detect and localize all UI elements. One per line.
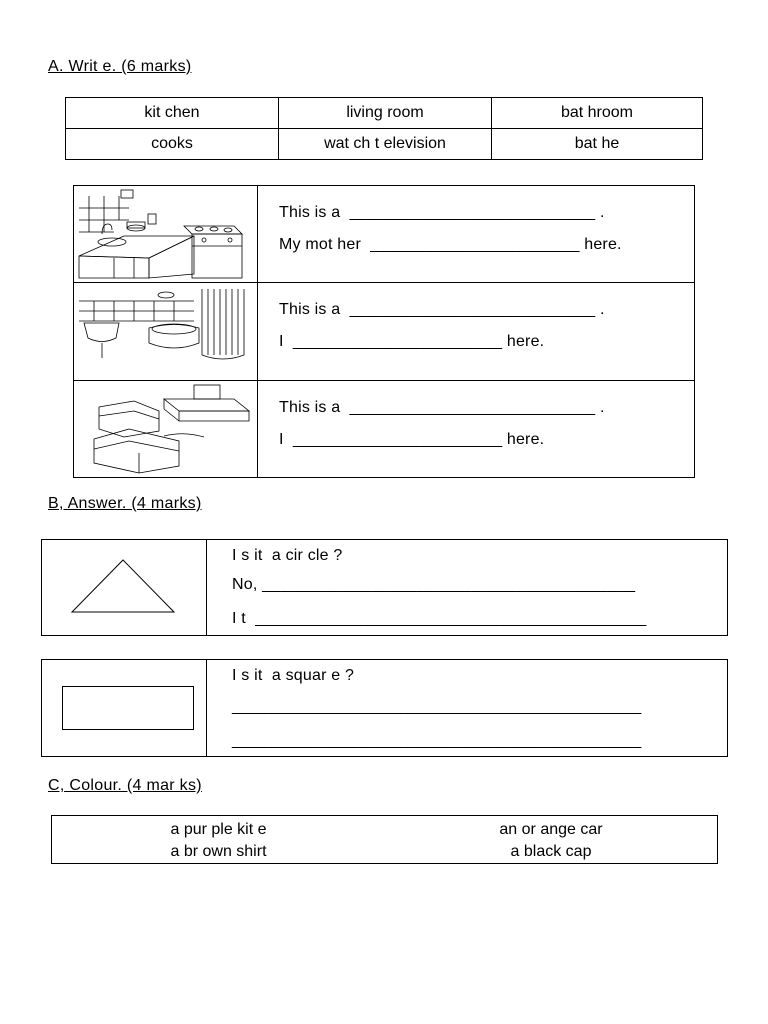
answer-line-1: No, _________________________________________ — [232, 576, 636, 593]
question-text: I s it a cir cle ? — [232, 547, 343, 564]
sentence-this-is-a: This is a ___________________________ . — [279, 204, 605, 221]
kitchen-sentence-cell — [258, 186, 695, 283]
question-text: I s it a squar e ? — [232, 667, 355, 684]
sentence-action: I _______________________ here. — [279, 431, 545, 448]
colour-item: a br own shirt — [170, 843, 267, 860]
divider — [206, 660, 207, 756]
word-bank-table — [65, 97, 703, 160]
sentence-action: My mot her _______________________ here. — [279, 236, 622, 253]
colour-items-right — [385, 819, 717, 863]
answer-line-2: _____________________________________________ — [232, 732, 642, 749]
sentence-this-is-a: This is a ___________________________ . — [279, 301, 605, 318]
triangle-shape — [70, 558, 176, 616]
colour-item: an or ange car — [499, 821, 603, 838]
word-bank-cell: living room — [279, 98, 492, 129]
sentence-this-is-a: This is a ___________________________ . — [279, 399, 605, 416]
section-c-heading: C, Colour. (4 mar ks) — [48, 777, 202, 794]
word-bank-cell: wat ch t elevision — [279, 129, 492, 160]
living-room-sentence-cell — [258, 381, 695, 478]
word-bank-cell: bat he — [492, 129, 703, 160]
colour-items-left — [52, 819, 385, 863]
triangle-question-box — [41, 539, 728, 636]
colour-item: a pur ple kit e — [170, 821, 267, 838]
bathroom-sentence-cell — [258, 283, 695, 381]
rectangle-shape — [62, 686, 194, 730]
section-a-heading: A. Writ e. (6 marks) — [48, 58, 192, 75]
kitchen-picture — [74, 186, 257, 282]
colour-item: a black cap — [510, 843, 592, 860]
section-b-heading: B, Answer. (4 marks) — [48, 495, 202, 512]
answer-line-2: I t ___________________________________________ — [232, 610, 647, 627]
divider — [206, 540, 207, 635]
living-room-picture-cell — [74, 381, 258, 478]
living-room-picture — [74, 381, 257, 477]
word-bank-cell: bat hroom — [492, 98, 703, 129]
bathroom-picture — [74, 283, 257, 380]
sentence-action: I _______________________ here. — [279, 333, 545, 350]
kitchen-picture-cell — [74, 186, 258, 283]
bathroom-picture-cell — [74, 283, 258, 381]
word-bank-cell: cooks — [66, 129, 279, 160]
word-bank-cell: kit chen — [66, 98, 279, 129]
room-sentences-table — [73, 185, 695, 478]
rectangle-question-box — [41, 659, 728, 757]
colour-items-box — [51, 815, 718, 864]
answer-line-1: _____________________________________________ — [232, 698, 642, 715]
